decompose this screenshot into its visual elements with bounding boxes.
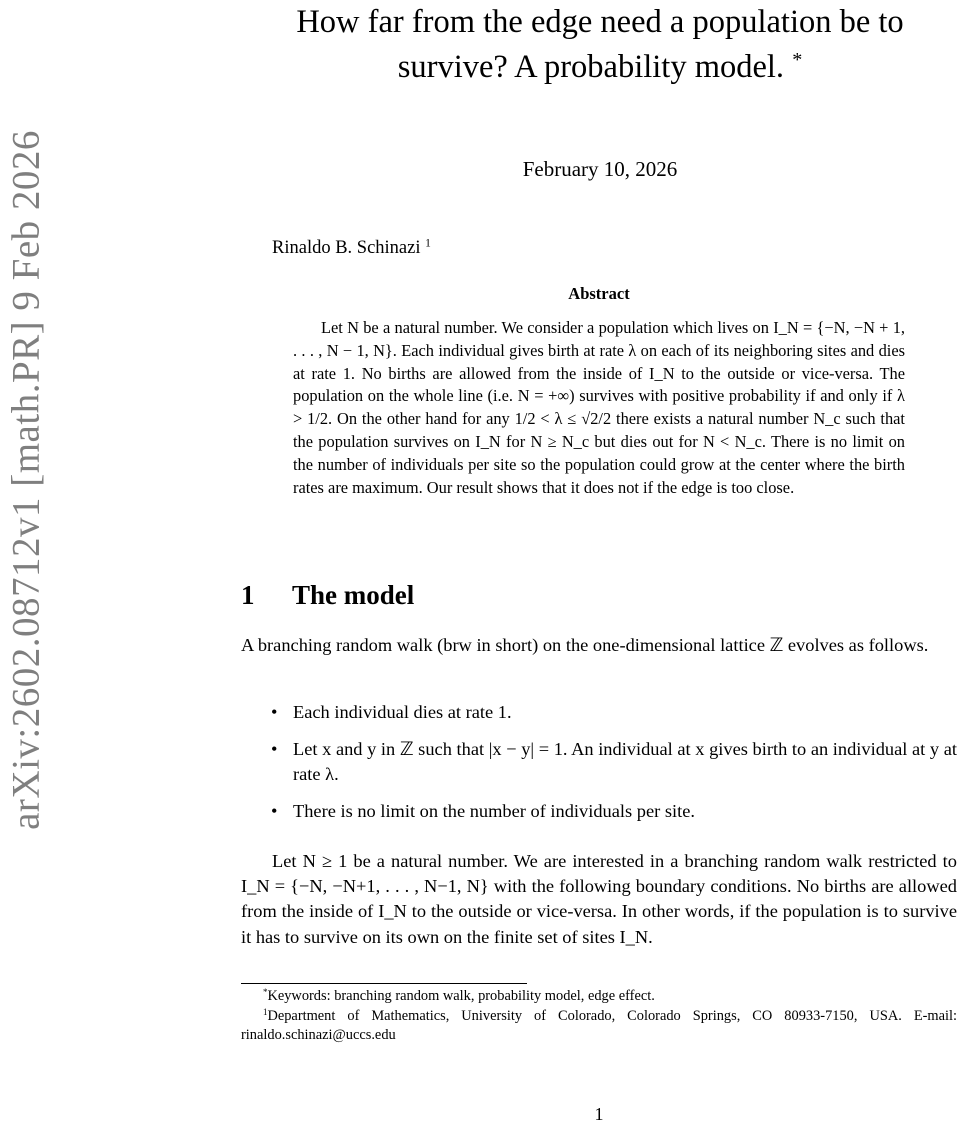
footnote-mark: 1 bbox=[263, 1006, 268, 1017]
abstract-body bbox=[293, 317, 905, 499]
section-heading bbox=[241, 580, 414, 611]
list-item bbox=[241, 700, 957, 725]
author-line bbox=[272, 238, 431, 259]
restricted-walk-text: Let N ≥ 1 be a natural number. We are interested in a branching random walk restricted to I_N = {−N, −N+1, . . . , N−1, N} with the following boundary conditions. No births are allowed from the inside of I_N to the outside or vice-versa. In other words, if the population is to survive it has to survive on its own on the finite set of sites I_N. bbox=[241, 851, 957, 947]
author-name: Rinaldo B. Schinazi bbox=[272, 238, 421, 258]
abstract-text: Let N be a natural number. We consider a population which lives on I_N = {−N, −N + 1, . . . , N − 1, N}. Each individual gives birth at rate λ on each of its neighboring sites and dies at rate 1. No births are allowed from the inside of I_N to the outside or vice-versa. The population on the whole line (i.e. N = +∞) survives with positive probability if and only if λ > 1/2. On the other hand for any 1/2 < λ ≤ √2/2 there exists a natural number N_c such that the population survives on I_N for N ≥ N_c but dies out for N < N_c. There is no limit on the number of individuals per site so the population could grow at the center where the birth rates are maximum. Our result shows that it does not if the edge is too close. bbox=[293, 318, 905, 497]
list-item bbox=[241, 737, 957, 787]
section-title: The model bbox=[292, 580, 415, 610]
footnote-affiliation bbox=[241, 1007, 957, 1046]
bullet-marker: • bbox=[271, 702, 278, 722]
title-footnote-mark: * bbox=[792, 48, 803, 71]
page-number: 1 bbox=[594, 1104, 604, 1124]
paper-date: February 10, 2026 bbox=[522, 157, 678, 181]
bullet-marker: • bbox=[271, 801, 278, 821]
list-item-text: Let x and y in ℤ such that |x − y| = 1. An individual at x gives birth to an individual at y at rate λ. bbox=[293, 739, 957, 784]
title-line-1: How far from the edge need a population be to bbox=[296, 4, 904, 40]
section-number: 1 bbox=[241, 580, 255, 610]
bullet-marker: • bbox=[271, 739, 278, 759]
footnote-text: Department of Mathematics, University of Colorado, Colorado Springs, CO 80933-7150, USA. E-mail: rinaldo.schinazi@uccs.edu bbox=[241, 1007, 957, 1043]
arxiv-identifier: arXiv:2602.08712v1 [math.PR] 9 Feb 2026 bbox=[4, 130, 48, 830]
list-item-text: Each individual dies at rate 1. bbox=[293, 702, 512, 722]
footnote-divider bbox=[241, 983, 527, 984]
footnote-text: Keywords: branching random walk, probability model, edge effect. bbox=[267, 988, 655, 1004]
arxiv-stamp bbox=[0, 0, 50, 1121]
abstract-heading: Abstract bbox=[568, 284, 630, 303]
restricted-walk-paragraph bbox=[241, 849, 957, 950]
footnotes bbox=[241, 987, 957, 1046]
title-line-2: survive? A probability model. bbox=[397, 49, 785, 85]
paper-title bbox=[250, 0, 950, 90]
author-footnote-mark: 1 bbox=[425, 237, 431, 250]
list-item-text: There is no limit on the number of individuals per site. bbox=[293, 801, 695, 821]
footnote-keywords bbox=[241, 987, 957, 1007]
footnote-mark: * bbox=[263, 987, 268, 998]
list-item bbox=[241, 799, 957, 824]
intro-paragraph: A branching random walk (brw in short) on the one-dimensional lattice ℤ evolves as follows. bbox=[241, 635, 929, 655]
model-rules-list bbox=[241, 700, 957, 824]
